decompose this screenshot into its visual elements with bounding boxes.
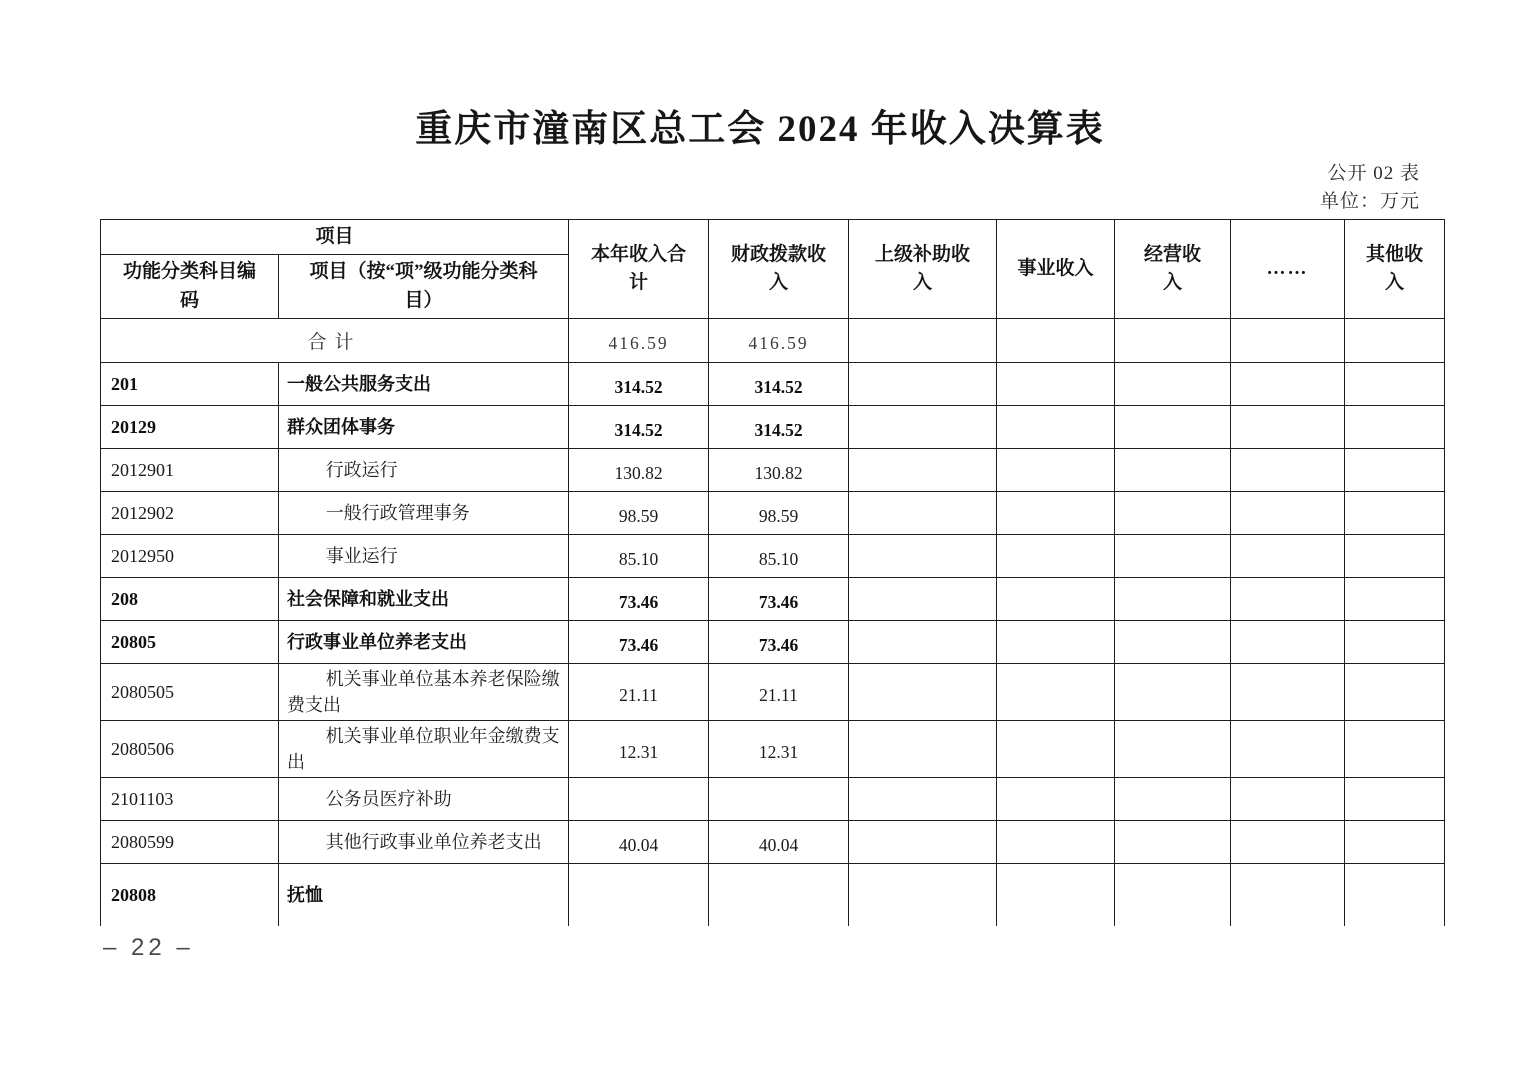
header-business-income: 事业收入 [997,220,1115,319]
cell-empty [1115,449,1231,492]
header-function-code: 功能分类科目编码 [101,255,279,319]
row-total-value: 12.31 [569,721,709,778]
cell-empty [1115,821,1231,864]
page-number: – 22 – [103,934,194,961]
row-total-value: 85.10 [569,535,709,578]
row-total-value: 416.59 [569,319,709,363]
cell-empty [849,319,997,363]
cell-empty [1231,578,1345,621]
cell-empty [849,535,997,578]
row-item: 合计 [101,319,569,363]
table-row [101,449,1445,492]
cell-empty [1345,406,1445,449]
row-item: 事业运行 [279,535,569,578]
row-item: 行政事业单位养老支出 [279,621,569,664]
meta-table-number: 公开 02 表 [1327,163,1420,184]
cell-empty [997,821,1115,864]
cell-empty [1231,449,1345,492]
cell-empty [1345,864,1445,926]
cell-empty [1115,319,1231,363]
cell-empty [1345,363,1445,406]
row-total-value: 40.04 [569,821,709,864]
table-row [101,821,1445,864]
cell-empty [1231,721,1345,778]
cell-empty [1345,721,1445,778]
row-fiscal-value: 40.04 [709,821,849,864]
cell-empty [1231,319,1345,363]
table-row [101,492,1445,535]
cell-empty [1231,363,1345,406]
row-code: 2080506 [101,721,279,778]
cell-empty [1345,621,1445,664]
row-total-value [569,864,709,926]
row-item: 公务员医疗补助 [279,778,569,821]
row-total-value: 21.11 [569,664,709,721]
row-total-value: 98.59 [569,492,709,535]
row-total-value: 314.52 [569,406,709,449]
cell-empty [997,664,1115,721]
cell-empty [849,621,997,664]
cell-empty [1231,406,1345,449]
header-total-income: 本年收入合计 [569,220,709,319]
row-total-value [569,778,709,821]
row-fiscal-value: 85.10 [709,535,849,578]
cell-empty [849,664,997,721]
cell-empty [1231,535,1345,578]
row-total-value: 73.46 [569,621,709,664]
cell-empty [1231,821,1345,864]
row-code: 201 [101,363,279,406]
cell-empty [1345,492,1445,535]
cell-empty [1115,664,1231,721]
income-table [100,219,1445,926]
cell-empty [849,721,997,778]
cell-empty [997,721,1115,778]
table-row [101,778,1445,821]
cell-empty [1231,664,1345,721]
cell-empty [849,578,997,621]
row-fiscal-value [709,864,849,926]
table-row [101,535,1445,578]
cell-empty [1115,492,1231,535]
row-total-value: 130.82 [569,449,709,492]
row-item: 一般公共服务支出 [279,363,569,406]
row-code: 2012901 [101,449,279,492]
cell-empty [997,535,1115,578]
cell-empty [1345,664,1445,721]
row-total-value: 314.52 [569,363,709,406]
row-fiscal-value: 130.82 [709,449,849,492]
cell-empty [849,778,997,821]
cell-empty [1115,621,1231,664]
cell-empty [1345,778,1445,821]
table-row [101,406,1445,449]
row-item: 一般行政管理事务 [279,492,569,535]
cell-empty [1115,578,1231,621]
row-code: 208 [101,578,279,621]
row-fiscal-value: 21.11 [709,664,849,721]
cell-empty [997,621,1115,664]
cell-empty [1345,578,1445,621]
cell-empty [997,406,1115,449]
cell-empty [1115,363,1231,406]
row-item: 机关事业单位基本养老保险缴费支出 [279,664,569,721]
row-fiscal-value: 73.46 [709,578,849,621]
row-fiscal-value: 12.31 [709,721,849,778]
row-item: 社会保障和就业支出 [279,578,569,621]
row-fiscal-value: 416.59 [709,319,849,363]
cell-empty [849,363,997,406]
cell-empty [849,821,997,864]
cell-empty [1231,621,1345,664]
table-row [101,363,1445,406]
row-total-value: 73.46 [569,578,709,621]
cell-empty [849,492,997,535]
table-row [101,621,1445,664]
header-superior-subsidy-income: 上级补助收入 [849,220,997,319]
row-code: 20129 [101,406,279,449]
row-fiscal-value: 98.59 [709,492,849,535]
header-other-income: 其他收入 [1345,220,1445,319]
header-project-group: 项目 [101,220,569,255]
header-fiscal-income: 财政拨款收入 [709,220,849,319]
table-row [101,664,1445,721]
row-code: 2080599 [101,821,279,864]
cell-empty [1115,864,1231,926]
row-fiscal-value: 314.52 [709,406,849,449]
cell-empty [1345,821,1445,864]
row-code: 2080505 [101,664,279,721]
cell-empty [1115,535,1231,578]
cell-empty [1231,492,1345,535]
header-item-name: 项目（按“项”级功能分类科目） [279,255,569,319]
row-item: 抚恤 [279,864,569,926]
cell-empty [1115,778,1231,821]
row-fiscal-value: 314.52 [709,363,849,406]
cell-empty [1115,406,1231,449]
cell-empty [997,864,1115,926]
cell-empty [997,449,1115,492]
cell-empty [1231,778,1345,821]
cell-empty [1345,449,1445,492]
row-code: 20805 [101,621,279,664]
header-ellipsis: …… [1231,220,1345,319]
cell-empty [849,864,997,926]
table-row-total [101,319,1445,363]
cell-empty [1345,535,1445,578]
cell-empty [997,319,1115,363]
row-item: 机关事业单位职业年金缴费支出 [279,721,569,778]
header-row-group [101,220,1445,255]
cell-empty [997,363,1115,406]
cell-empty [849,406,997,449]
cell-empty [997,578,1115,621]
page-title: 重庆市潼南区总工会 2024 年收入决算表 [415,109,1105,150]
row-fiscal-value [709,778,849,821]
table-meta [0,160,1420,215]
cell-empty [997,778,1115,821]
cell-empty [1115,721,1231,778]
meta-unit: 单位：万元 [1319,190,1420,212]
row-item: 其他行政事业单位养老支出 [279,821,569,864]
row-code: 2012902 [101,492,279,535]
table-row [101,864,1445,926]
row-code: 2101103 [101,778,279,821]
cell-empty [997,492,1115,535]
row-fiscal-value: 73.46 [709,621,849,664]
row-item: 群众团体事务 [279,406,569,449]
cell-empty [849,449,997,492]
table-row [101,578,1445,621]
cell-empty [1231,864,1345,926]
header-operating-income: 经营收入 [1115,220,1231,319]
row-code: 20808 [101,864,279,926]
table-row [101,721,1445,778]
row-code: 2012950 [101,535,279,578]
cell-empty [1345,319,1445,363]
row-item: 行政运行 [279,449,569,492]
